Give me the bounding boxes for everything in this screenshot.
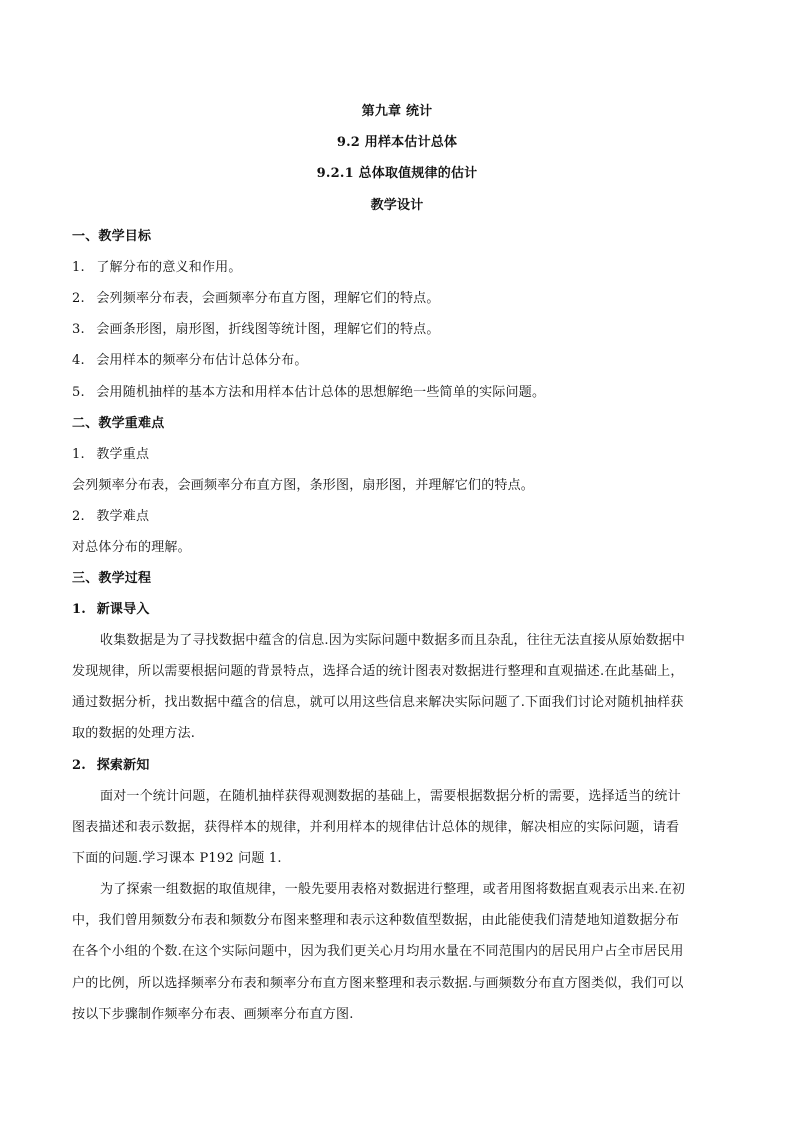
- intro-paragraph-line: 发现规律，所以需要根据问题的背景特点，选择合适的统计图表对数据进行整理和直观描述.在此基础上，: [72, 664, 684, 679]
- explore-paragraph-line: 在各个小组的个数.在这个实际问题中，因为我们更关心月均用水量在不同范围内的居民用户占全市居民用: [72, 944, 684, 959]
- intro-paragraph-line: 取的数据的处理方法.: [72, 726, 196, 741]
- objectives-heading: 一、教学目标: [72, 229, 152, 244]
- explore-title: 探索新知: [96, 758, 150, 773]
- explore-subheading: [72, 757, 722, 775]
- objective-number: 2.: [72, 291, 85, 306]
- objective-item-3: [72, 321, 722, 339]
- difficulty-text: 对总体分布的理解。: [72, 540, 191, 555]
- focus-subheading: [72, 446, 722, 464]
- explore-paragraph-line: 下面的问题.学习课本 P192 问题 1.: [72, 851, 282, 866]
- subsection-title: 9.2.1 总体取值规律的估计: [316, 166, 478, 181]
- intro-title: 新课导入: [96, 602, 150, 617]
- objective-item-2: [72, 290, 722, 308]
- objective-number: 1.: [72, 260, 85, 275]
- key-points-heading: 二、教学重难点: [72, 416, 165, 431]
- explore-paragraph-line: 户的比例，所以选择频率分布表和频率分布直方图来整理和表示数据.与画频数分布直方图类似，我们可以: [72, 976, 684, 991]
- objective-item-5: [72, 384, 722, 402]
- objective-number: 4.: [72, 353, 85, 368]
- objective-item-1: [72, 259, 722, 277]
- explore-paragraph-line: 按以下步骤制作频率分布表、画频率分布直方图.: [72, 1007, 354, 1022]
- difficulty-number: 2.: [72, 509, 85, 524]
- focus-number: 1.: [72, 447, 85, 462]
- intro-paragraph-line: 通过数据分析，找出数据中蕴含的信息，就可以用这些信息来解决实际问题了.下面我们讨论对随机抽样获: [72, 695, 684, 710]
- document-type-title: 教学设计: [370, 198, 424, 213]
- intro-subheading: [72, 601, 722, 619]
- explore-paragraph-line: 中，我们曾用频数分布表和频数分布图来整理和表示这种数值型数据，由此能使我们清楚地知道数据分布: [72, 913, 680, 928]
- section-title: 9.2 用样本估计总体: [336, 135, 458, 150]
- focus-title: 教学重点: [96, 447, 150, 462]
- explore-paragraph-line: 为了探索一组数据的取值规律，一般先要用表格对数据进行整理，或者用图将数据直观表示出来.在初: [100, 882, 686, 897]
- objective-text: 会用样本的频率分布估计总体分布。: [96, 353, 308, 368]
- focus-text: 会列频率分布表，会画频率分布直方图，条形图，扇形图，并理解它们的特点。: [72, 478, 535, 493]
- objective-number: 3.: [72, 322, 85, 337]
- objective-text: 会画条形图，扇形图，折线图等统计图，理解它们的特点。: [96, 322, 440, 337]
- objective-text: 了解分布的意义和作用。: [96, 260, 242, 275]
- intro-paragraph-line: 收集数据是为了寻找数据中蕴含的信息.因为实际问题中数据多而且杂乱，往往无法直接从原始数据中: [100, 633, 686, 648]
- difficulty-title: 教学难点: [96, 509, 150, 524]
- objective-text: 会列频率分布表，会画频率分布直方图，理解它们的特点。: [96, 291, 440, 306]
- explore-number: 2.: [72, 758, 86, 773]
- explore-paragraph-line: 图表描述和表示数据，获得样本的规律，并利用样本的规律估计总体的规律，解决相应的实际问题，请看: [72, 820, 680, 835]
- explore-paragraph-line: 面对一个统计问题，在随机抽样获得观测数据的基础上，需要根据数据分析的需要，选择适当的统计: [100, 789, 681, 804]
- objective-number: 5.: [72, 385, 85, 400]
- objective-item-4: [72, 352, 722, 370]
- intro-number: 1.: [72, 602, 86, 617]
- process-heading: 三、教学过程: [72, 571, 152, 586]
- difficulty-subheading: [72, 508, 722, 526]
- objective-text: 会用随机抽样的基本方法和用样本估计总体的思想解绝一些简单的实际问题。: [96, 385, 546, 400]
- chapter-title: 第九章 统计: [361, 104, 433, 119]
